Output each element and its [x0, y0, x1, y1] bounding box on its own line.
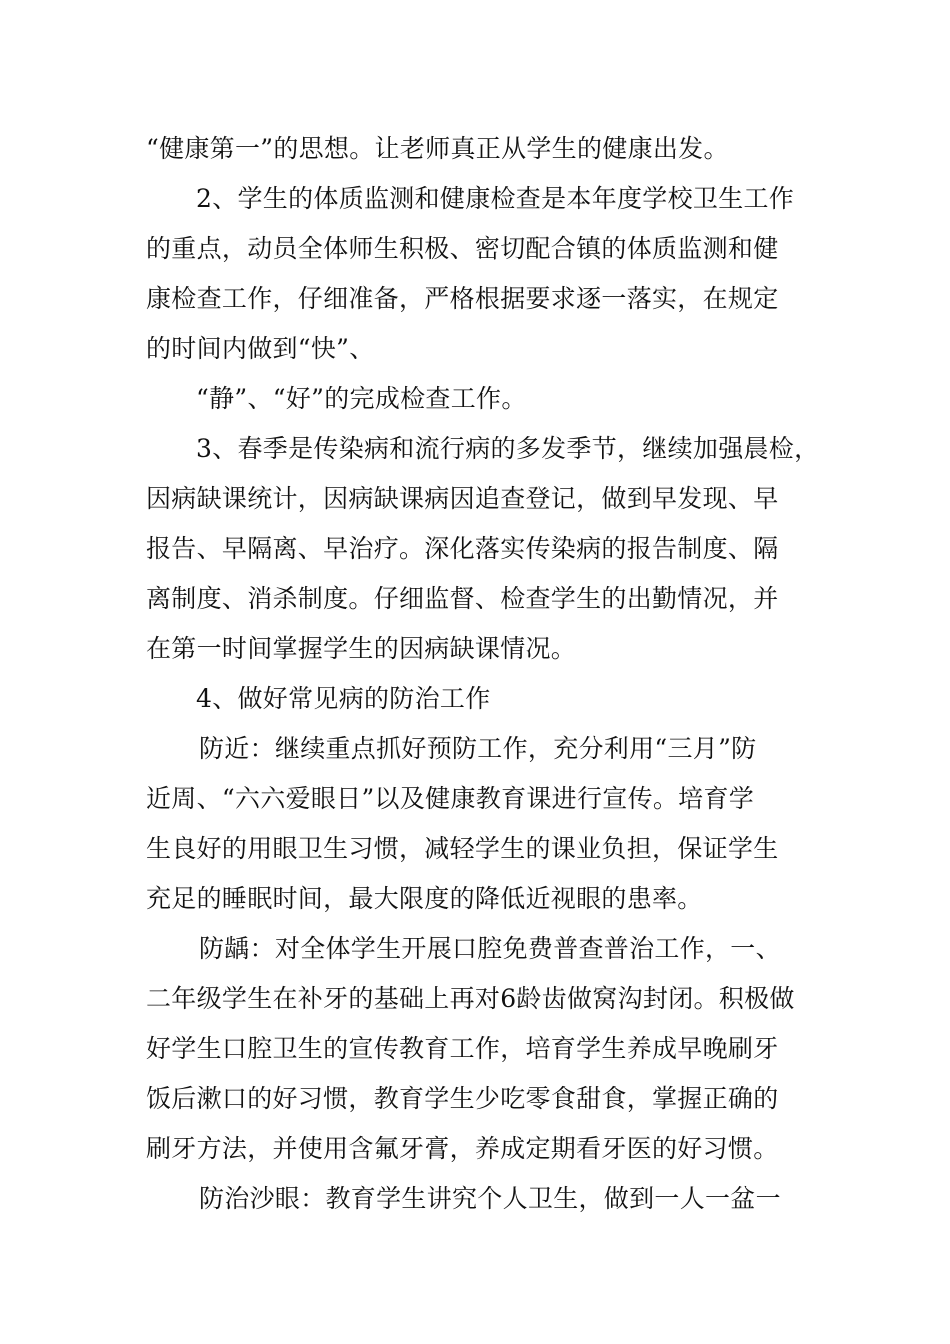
text-line: “健康第一”的思想。让老师真正从学生的健康出发。 [146, 134, 729, 163]
text-line: 饭后漱口的好习惯，教育学生少吃零食甜食，掌握正确的 [146, 1084, 779, 1113]
text-line: 离制度、消杀制度。仔细监督、检查学生的出勤情况，并 [146, 584, 779, 613]
text-line: 的重点，动员全体师生积极、密切配合镇的体质监测和健 [146, 234, 779, 263]
text-line: 2、学生的体质监测和健康检查是本年度学校卫生工作 [196, 184, 795, 213]
text-line: “静”、“好”的完成检查工作。 [196, 384, 527, 413]
text-line: 充足的睡眠时间，最大限度的降低近视眼的患率。 [146, 884, 703, 913]
text-line: 的时间内做到“快”、 [146, 334, 375, 363]
text-line: 刷牙方法，并使用含氟牙膏，养成定期看牙医的好习惯。 [146, 1134, 779, 1163]
text-line: 防近：继续重点抓好预防工作，充分利用“三月”防 [199, 734, 757, 763]
text-line: 防治沙眼：教育学生讲究个人卫生，做到一人一盆一 [199, 1184, 781, 1213]
text-line: 康检查工作，仔细准备，严格根据要求逐一落实，在规定 [146, 284, 779, 313]
text-line: 好学生口腔卫生的宣传教育工作，培育学生养成早晚刷牙 [146, 1034, 779, 1063]
text-line: 报告、早隔离、早治疗。深化落实传染病的报告制度、隔 [146, 534, 779, 563]
text-line: 4、做好常见病的防治工作 [196, 684, 491, 713]
text-line: 二年级学生在补牙的基础上再对6龄齿做窝沟封闭。积极做 [146, 984, 795, 1013]
text-line: 因病缺课统计，因病缺课病因追查登记，做到早发现、早 [146, 484, 779, 513]
text-line: 近周、“六六爱眼日”以及健康教育课进行宣传。培育学 [146, 784, 755, 813]
text-line: 3、春季是传染病和流行病的多发季节，继续加强晨检， [196, 434, 820, 463]
text-line: 生良好的用眼卫生习惯，减轻学生的课业负担，保证学生 [146, 834, 779, 863]
text-line: 防龋：对全体学生开展口腔免费普查普治工作，一、 [199, 934, 781, 963]
text-line: 在第一时间掌握学生的因病缺课情况。 [146, 634, 577, 663]
